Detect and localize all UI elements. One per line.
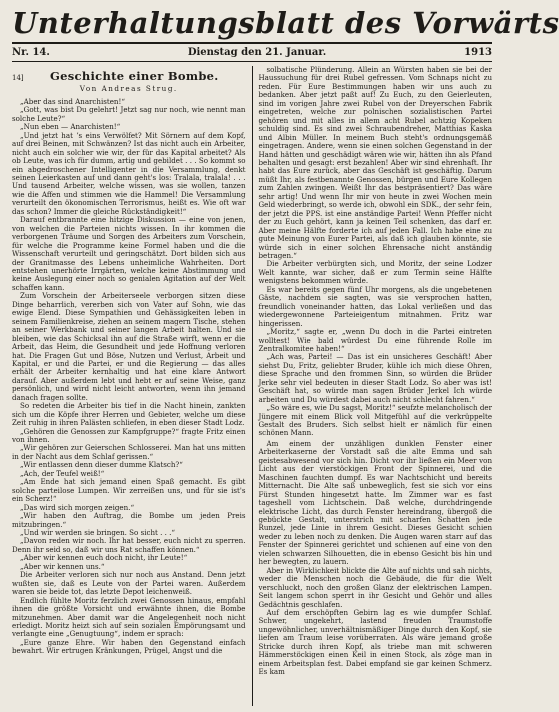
issue-line — [12, 44, 492, 60]
issue-year: 1913 — [464, 46, 492, 58]
paragraph: „Ach was, Partei! — Das ist ein unsicheres Geschäft! Aber siehst Du, Fritz, geliebter Bruder, kühle ich mich diese Ohren, diese Sprache und den frommen Sinn, so würden die Brüder Jerke sehr viel bedeuten in dieser Stadt Lodz. So aber was ist! Geschäft hat, so würde man sagen Brüder Jerkel Ich würde arbeiten und Du würdest dabei auch nicht schlecht fahren.“ — [258, 352, 493, 404]
paragraph: „Eure ganze Ehre. Wir haben den Gegenstand einfach bewahrt. Wir ertrugen Kränkungen, Prügel, Angst und die — [12, 637, 246, 656]
paragraph: „So wäre es, wie Du sagst, Moritz!“ seufzte melancholisch der Jüngere mit einem Blick voll Mitgefühl auf die verkrüppelte Gestalt des Bruders. Sich selbst hielt er nämlich für einen schönen Mann. — [258, 403, 493, 438]
paragraph: „Am Ende hat sich jemand einen Spaß gemacht. Es gibt solche parteilose Lumpen. Wir zerreißen uns, und für sie ist's ein Scherz!“ — [12, 477, 246, 504]
paragraph: solbatische Plünderung. Allein an Würsten haben sie bei der Haussuchung für drei Rubel gefressen. Vom Schnaps nicht zu reden. Für Eure Bestimmungen haben wir uns auch zu bedanken. Aber jetzt paßt auf! Zu Euch, zu den Geierleuten, sind im vorigen Jahre zwei Rubel von der Dreyerschen Fabrik eingetreten, welche zur polnischen sozialistischen Partei gehören und mit alles in allem acht Rubel achtzig Kopeken schuldig sind. Es sind zwei Schraubendreher, Matthias Kaska und Albin Müller. In meinem Buch steht's ordnungsgemäß eingetragen. Andere, wenn sie einen solchen Gegenstand in der Hand hätten und geschädigt wären wie wir, hätten ihn als Pfand behalten und gesagt: erst bezahlen! Aber wir sind ehrenhaft. Ihr habt das Eure zurück, aber das Geschäft ist geschäftig. Darum müßt Ihr, als festbenannte Genossen, bürgen und Eure Kollegen zum Zahlen zwingen. Weißt Ihr das bestpräsentiert? Das wäre sehr artig! Und wenn Ihr mir von heute in zwei Wochen mein Geld wiederbringt, so werde ich, obwohl ein SDK., der sehr fein, der jetzt die PPS. ist eine anständige Partei! Wenn Pfeffer nicht der zu Euch gehört, kann ja keinen Teil schenken, das darf er. Aber meine Hälfte forderte ich auf jeden Fall. Ich habe eine zu gute Meinung von Eurer Partei, als daß ich glauben könnte, sie würde sich in einer solchen Ehrensache nicht anständig betragen.“ — [258, 65, 493, 260]
paragraph: „Ach, der Teufel weiß!“ — [20, 468, 105, 478]
paragraph: Darauf entbrannte eine hitzige Diskussion — eine von jenen, von welchen die Parteien nichts wissen. In ihr kommen die verborgenen Träume und Sorgen des Arbeiters zum Vorschein, für welche die Programme keine Formel haben und die die Wissenschaft verurteilt und geringschätzt. Dort bilden sich aus der Granitmasse des Lebens unheimliche Wahrheiten. Dort entstehen unerhörte Irrgärten, welche keine Abstimmung und keine Auslegung einer noch so genialen Agitation auf der Welt schaffen kann. — [12, 215, 246, 292]
paragraph: So redeten die Arbeiter bis tief in die Nacht hinein, zankten sich um die Köpfe ihrer Herren und Gebieter, welche um diese Zeit ruhig in ihren Palästen schliefen, in eben dieser Stadt Lodz. — [12, 401, 246, 428]
paragraph: Zum Vorschein der Arbeiterseele verborgen sitzen diese Dinge beharrlich, vererben sich von Vater auf Sohn, wie das ewige Elend. Diese Sympathien und Gehässigkeiten leben in seinem Familienkreise, ziehen an seinem magern Tische, stehen an seiner Werkbank und seiner langen Arbeit halten. Und sie bleiben, wie das Schicksal ihn auf die Straße wirft, wenn er die Arbeit, das Heim, die Gesundheit und jede Hoffnung verloren hat. Die Fragen Gut und Böse, Nutzen und Verlust, Arbeit und Kapital, er und die Partei, er und die Regierung — das alles erhält der Arbeiter kernhaltig und hat eine klare Antwort darauf. Aber außerdem lebt und hebt er auf seine Weise, ganz persönlich, und wird nicht leicht antworten, wenn ihn jemand danach fragen sollte. — [12, 291, 246, 402]
paragraph: „Moritz,“ sagte er, „wenn Du doch in die Partei eintreten wolltest! Wie bald würdest Du eine führende Rolle im Zentralkomitee haben!“ — [258, 327, 493, 353]
paragraph: Es war bereits gegen fünf Uhr morgens, als die ungebetenen Gäste, nachdem sie sagten, was sie versprochen hatten, freundlich voneinander hatten, das Lokal verließen und das wiedergewonnene Parteieigentum mitnahmen. Fritz war hingerissen. — [258, 284, 493, 328]
paragraph: Die Arbeiter verbürgten sich, und Moritz, der seine Lodzer Welt kannte, war sicher, daß er zum Termin seine Hälfte wenigstens bekommen würde. — [258, 259, 493, 286]
paragraph: „Aber wir kennen uns.“ — [20, 561, 105, 571]
issue-number: Nr. 14. — [12, 46, 50, 58]
paragraph: „Aber das sind Anarchisten!“ — [20, 96, 125, 106]
right-column — [253, 66, 493, 706]
right-column-body — [259, 66, 493, 677]
paragraph: „Wir haben den Auftrag, die Bombe um jeden Preis mitzubringen.“ — [12, 511, 246, 529]
paragraph: „Nun eben — Anarchisten!“ — [20, 122, 121, 132]
text-columns — [12, 66, 492, 706]
story-heading — [12, 69, 246, 83]
paragraph: „Und jetzt hat ʼs eins Verwölfet? Mit Sörnern auf dem Kopf, auf drei Beinen, mit Schwänzen? Ist das nicht auch ein Arbeiter, nicht auch ein solcher wie wir, der für das Kapital arbeitet? Als ob Leute, was ich für dumm, artig und gebildet . . . So kommt so ein abgedroschener Intelligenter in die Versammlung, denkt seinen Leierkasten auf und dann geht's los: Tralala, tralala! . . . Und tausend Arbeiter, welche wissen, was sie wollen, tanzen wie die Affen und stimmen wie die Hammel! Die Versammlung verurteilt den ökonomischen Terrorismus, heißt es. Wie oft war das schon? Immer die gleiche Rückständigkeit!“ — [12, 130, 246, 216]
issue-date: Dienstag den 21. Januar. — [187, 46, 327, 58]
paragraph: „Gott, was bist Du gelehrt! Jetzt sag nur noch, wie nennt man solche Leute?“ — [12, 105, 246, 123]
paragraph: Auf dem erschöpften Gebirn lag es wie dumpfer Schlaf. Schwer, ungekehrt, lastend freuden Traumstoffe ungewöhnlicher, unverhältnismäßiger Dinge durch den Kopf, sie liefen am Traum leise vorüberraten. Als wäre jemand große Stricke durch ihren Kopf, als triebe man mit schweren Hämmerstöckigen einen Keil in einen Stock, als zöge man in einem Arbeitsplan fest. Dabei empfand sie gar keinen Schmerz. Es kam — [258, 608, 493, 677]
paragraph: „Wir gehören zur Geierschen Schlosserei. Man hat uns mitten in der Nacht aus dem Schlaf gerissen.“ — [12, 443, 246, 461]
paragraph: „Wir entlassen denn dieser dumme Klatsch?“ — [20, 460, 183, 470]
paragraph: „Das wird sich morgen zeigen.“ — [20, 502, 135, 512]
paragraph: Aber in Wirklichkeit blickte die Alte auf nichts und sah nichts, weder die Menschen noch die Gebäude, die für die Welt verschluckt, noch den großen Glanz der elektrischen Lampen. Seit langem schon sperrt in ihr Gesicht und Gehör und alles Gedächtnis geschlafen. — [258, 565, 493, 609]
left-column — [12, 66, 252, 706]
story-title: Geschichte einer Bombe. — [50, 69, 219, 83]
story-byline: Von Andreas Strug. — [79, 84, 178, 94]
paragraph: „Und wir werden sie bringen. So sicht . . .“ — [20, 528, 176, 538]
issue-rule — [12, 61, 492, 62]
paragraph: Die Arbeiter verloren sich nur noch aus Anstand. Denn jetzt wußten sie, daß es Leute von der Partei waren. Außerdem waren sie beide tot, das letzte Depot leichenweiß. — [12, 570, 246, 597]
paragraph: „Aber wir kennen euch doch nicht, ihr Leute!“ — [20, 553, 188, 563]
paragraph: „Davon reden wir noch. Ihr hat besser, euch nicht zu sperren. Denn ihr seid so, daß wir uns Rat schaffen können.“ — [12, 536, 246, 554]
section-number: 14] — [12, 74, 24, 82]
paragraph: Endlich fühlte Moritz ferzlich zwei Genossen hinaus, empfahl ihnen die größte Vorsicht und erwähnte ihnen, die Bombe mitzunehmen. Aber damit war die Angelegenheit noch nicht erledigt. Moritz heizt sich auf sein sozialen Empörungsamt und verlangte eine „Genugtuung“, indem er sprach: — [12, 595, 246, 639]
left-column-body — [12, 98, 246, 656]
paragraph: „Gehören die Genossen zur Kampfgruppe?“ fragte Fritz einen von ihnen. — [12, 426, 246, 445]
paragraph: Am einem der unzähligen dunklen Fenster einer Arbeiterkaserne der Vorstadt saß die alte Emma und sah geistesabwesend vor sich hin. Dicht vor ihr ließen ein Meer von Licht aus der vierstöckigen Front der Spinnerei, und die Maschinen fauchten dumpf. Es war Nachtschicht und bereits Mitternacht. Die Alte saß unbeweglich, fest sie sich vor eins Fürst Stunden hingesetzt hatte. Im Zimmer war es fast tageshell vom Lichtschein. Daß welche, durchdringende elektrische Licht, das durch Fenster hereindrang, übergoß die gebückte Gestalt, unterstrich mit scharfen Schatten jede Runzel, jede Linie in ihrem Gesicht. Dieses Gesicht schien weder zu leben noch zu denken. Die Augen waren starr auf das Fenster der Spinnerei gerichtet und schienen auf eine von den vielen schwarzen Silhouetten, die in ebenso Gesicht bis hin und her bewegten, zu lauern. — [258, 438, 493, 567]
masthead-title: Unterhaltungsblatt des Vorwärts — [12, 6, 559, 40]
